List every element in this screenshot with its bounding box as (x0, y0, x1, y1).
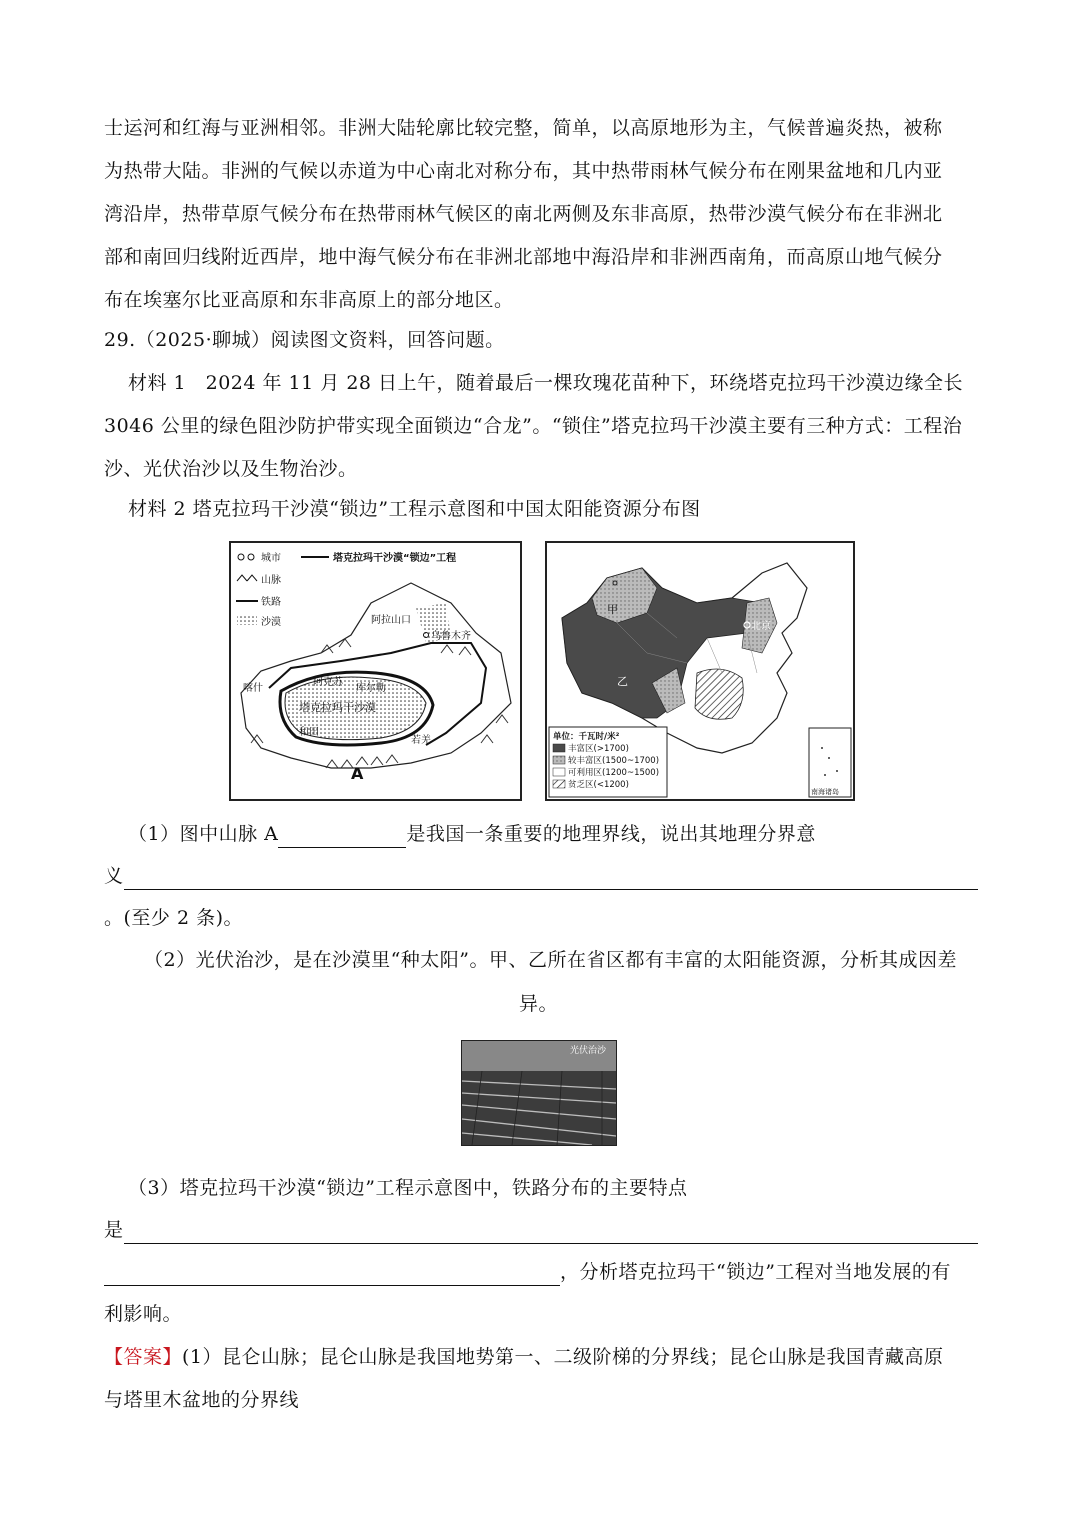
q1-prefix: （1）图中山脉 A (128, 823, 279, 845)
legend-poor: 贫乏区(<1200) (568, 780, 629, 790)
label-mountain-a: A (351, 764, 364, 783)
answer-blank[interactable] (124, 867, 978, 890)
material-1-line: 3046 公里的绿色阻沙防护带实现全面锁边“合龙”。“锁住”塔克拉玛干沙漠主要有三种方式：工程治 (104, 415, 963, 437)
label-aksu: 阿克苏 (313, 677, 343, 688)
q3-line (104, 1258, 951, 1286)
answer-blank[interactable] (278, 825, 406, 848)
legend-city: 城市 (261, 553, 281, 564)
answer-blank[interactable] (124, 1221, 978, 1244)
label-yi: 乙 (617, 675, 628, 688)
legend-mountain: 山脉 (261, 575, 281, 586)
q1-text: 是我国一条重要的地理界线，说出其地理分界意 (406, 823, 816, 845)
paragraph-line: 湾沿岸，热带草原气候分布在热带雨林气候区的南北两侧及东非高原，热带沙漠气候分布在非洲北 (104, 203, 943, 225)
paragraph-line: 部和南回归线附近西岸，地中海气候分布在非洲北部地中海沿岸和非洲西南角，而高原山地气候分 (104, 246, 943, 268)
q1-line (128, 820, 816, 848)
question-header: 29.（2025·聊城）阅读图文资料，回答问题。 (104, 329, 505, 351)
q3-line: （3）塔克拉玛干沙漠“锁边”工程示意图中，铁路分布的主要特点 (128, 1177, 688, 1199)
q3-line (104, 1216, 978, 1244)
legend-relatively-rich: 较丰富区(1500~1700) (568, 756, 660, 766)
label-south-sea: 南海诸岛 (811, 788, 839, 796)
label-korla: 库尔勒 (356, 683, 386, 694)
label-beijing: 北京 (751, 621, 771, 632)
china-solar-map (545, 541, 855, 801)
taklamakan-project-map (229, 541, 522, 801)
paragraph-line: 布在埃塞尔比亚高原和东非高原上的部分地区。 (104, 289, 514, 311)
material-1-line: 材料 1 2024 年 11 月 28 日上午，随着最后一棵玫瑰花苗种下，环绕塔克拉玛干沙漠边缘全长 (128, 372, 964, 394)
label-jia: 甲 (607, 603, 618, 616)
q2-line: 异。 (519, 993, 559, 1015)
label-urumqi: 乌鲁木齐 (431, 631, 471, 642)
photo-caption: 光伏治沙 (570, 1046, 607, 1056)
q3-suffix: 利影响。 (104, 1303, 183, 1325)
label-kashi: 喀什 (243, 683, 263, 694)
label-ruoqiang: 若羌 (411, 735, 431, 746)
legend-usable: 可利用区(1200~1500) (568, 768, 660, 778)
legend-unit: 单位：千瓦时/米² (553, 732, 620, 742)
label-alashankou: 阿拉山口 (371, 615, 411, 626)
material-2-caption: 材料 2 塔克拉玛干沙漠“锁边”工程示意图和中国太阳能资源分布图 (128, 498, 701, 520)
paragraph-line: 士运河和红海与亚洲相邻。非洲大陆轮廓比较完整，简单，以高原地形为主，气候普遍炎热，被称 (104, 117, 943, 139)
legend-rich: 丰富区(>1700) (568, 744, 629, 754)
q1-suffix: 。(至少 2 条)。 (104, 907, 243, 929)
q2-line: （2）光伏治沙，是在沙漠里“种太阳”。甲、乙所在省区都有丰富的太阳能资源，分析其成因差 (144, 949, 958, 971)
legend-desert: 沙漠 (261, 617, 281, 628)
q1-text-2: 义 (104, 865, 124, 887)
label-desert: 塔克拉玛干沙漠 (299, 701, 376, 714)
q3-text: 是 (104, 1219, 124, 1241)
legend-rail: 铁路 (261, 597, 281, 608)
paragraph-line: 为热带大陆。非洲的气候以赤道为中心南北对称分布，其中热带雨林气候分布在刚果盆地和几内亚 (104, 160, 943, 182)
label-hotan: 和田 (299, 727, 319, 738)
q3-text-2: ，分析塔克拉玛干“锁边”工程对当地发展的有 (560, 1261, 951, 1283)
answer-line (104, 1343, 944, 1371)
answer-line: 与塔里木盆地的分界线 (104, 1389, 300, 1411)
q1-line (104, 862, 978, 890)
answer-text: (1）昆仑山脉；昆仑山脉是我国地势第一、二级阶梯的分界线；昆仑山脉是我国青藏高原 (182, 1346, 944, 1368)
legend-project: 塔克拉玛干沙漠“锁边”工程 (333, 553, 457, 564)
answer-blank[interactable] (104, 1263, 560, 1286)
material-1-line: 沙、光伏治沙以及生物治沙。 (104, 458, 358, 480)
answer-tag: 【答案】 (104, 1346, 183, 1368)
photovoltaic-photo (461, 1040, 617, 1146)
